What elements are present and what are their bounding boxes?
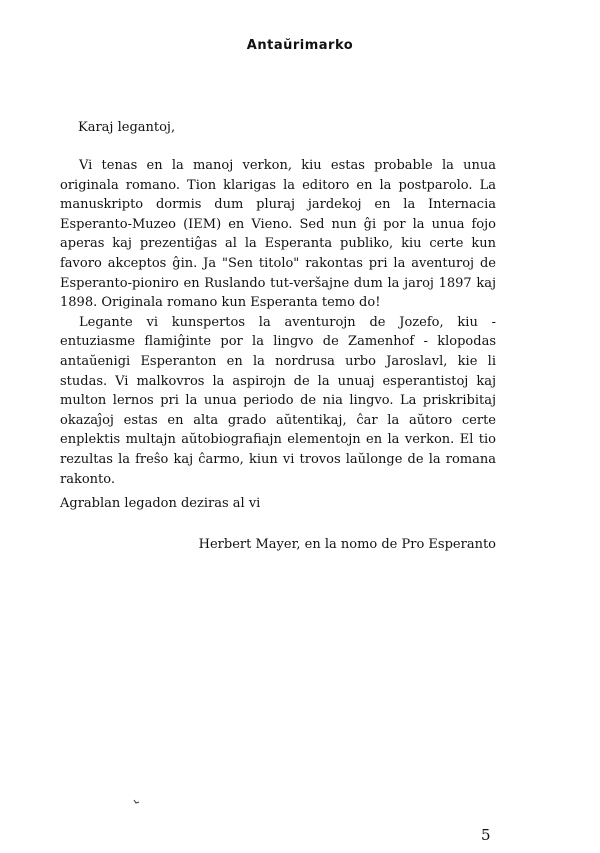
body-text [60,156,496,489]
paragraph-2: Legante vi kunspertos la aventurojn de Jozefo, kiu - entuziasme flamiĝinte por la lingvo de Zamenhof - klopodas antaŭenigi Esperanton en la nordrusa urbo Jaroslavl, kie li studas. Vi malkovros la aspirojn de la unuaj esperantistoj kaj multon lernos pri la unua periodo de nia lingvo. La priskribitaj okazaĵoj estas en alta grado aŭtentikaj, ĉar la aŭtoro certe enplektis multajn aŭtobiografiajn elementojn en la verkon. El tio rezultas la freŝo kaj ĉarmo, kiun vi trovos laŭlonge de la romana rakonto. [60,314,496,487]
page-number: 5 [481,826,491,844]
greeting: Karaj legantoj, [78,120,176,135]
signature: Herbert Mayer, en la nomo de Pro Esperanto [198,537,496,552]
page-title: Antaŭrimarko [246,38,354,53]
scan-speck [132,797,142,807]
paragraph-1: Vi tenas en la manoj verkon, kiu estas probable la unua originala romano. Tion klarigas la editoro en la postparolo. La manuskripto dormis dum pluraj jardekoj en la Internacia Esperanto-Muzeo (IEM) en Vieno. Sed nun ĝi por la unua fojo aperas kaj prezentiĝas al la Esperanta publiko, kiu certe kun favoro akceptos ĝin. Ja "Sen titolo" rakontas pri la aventuroj de Esperanto-pioniro en Ruslando tut-veršajne dum la jaroj 1897 kaj 1898. Originala romano kun Esperanta temo do! [60,158,496,311]
closing-line: Agrablan legadon deziras al vi [60,496,261,511]
